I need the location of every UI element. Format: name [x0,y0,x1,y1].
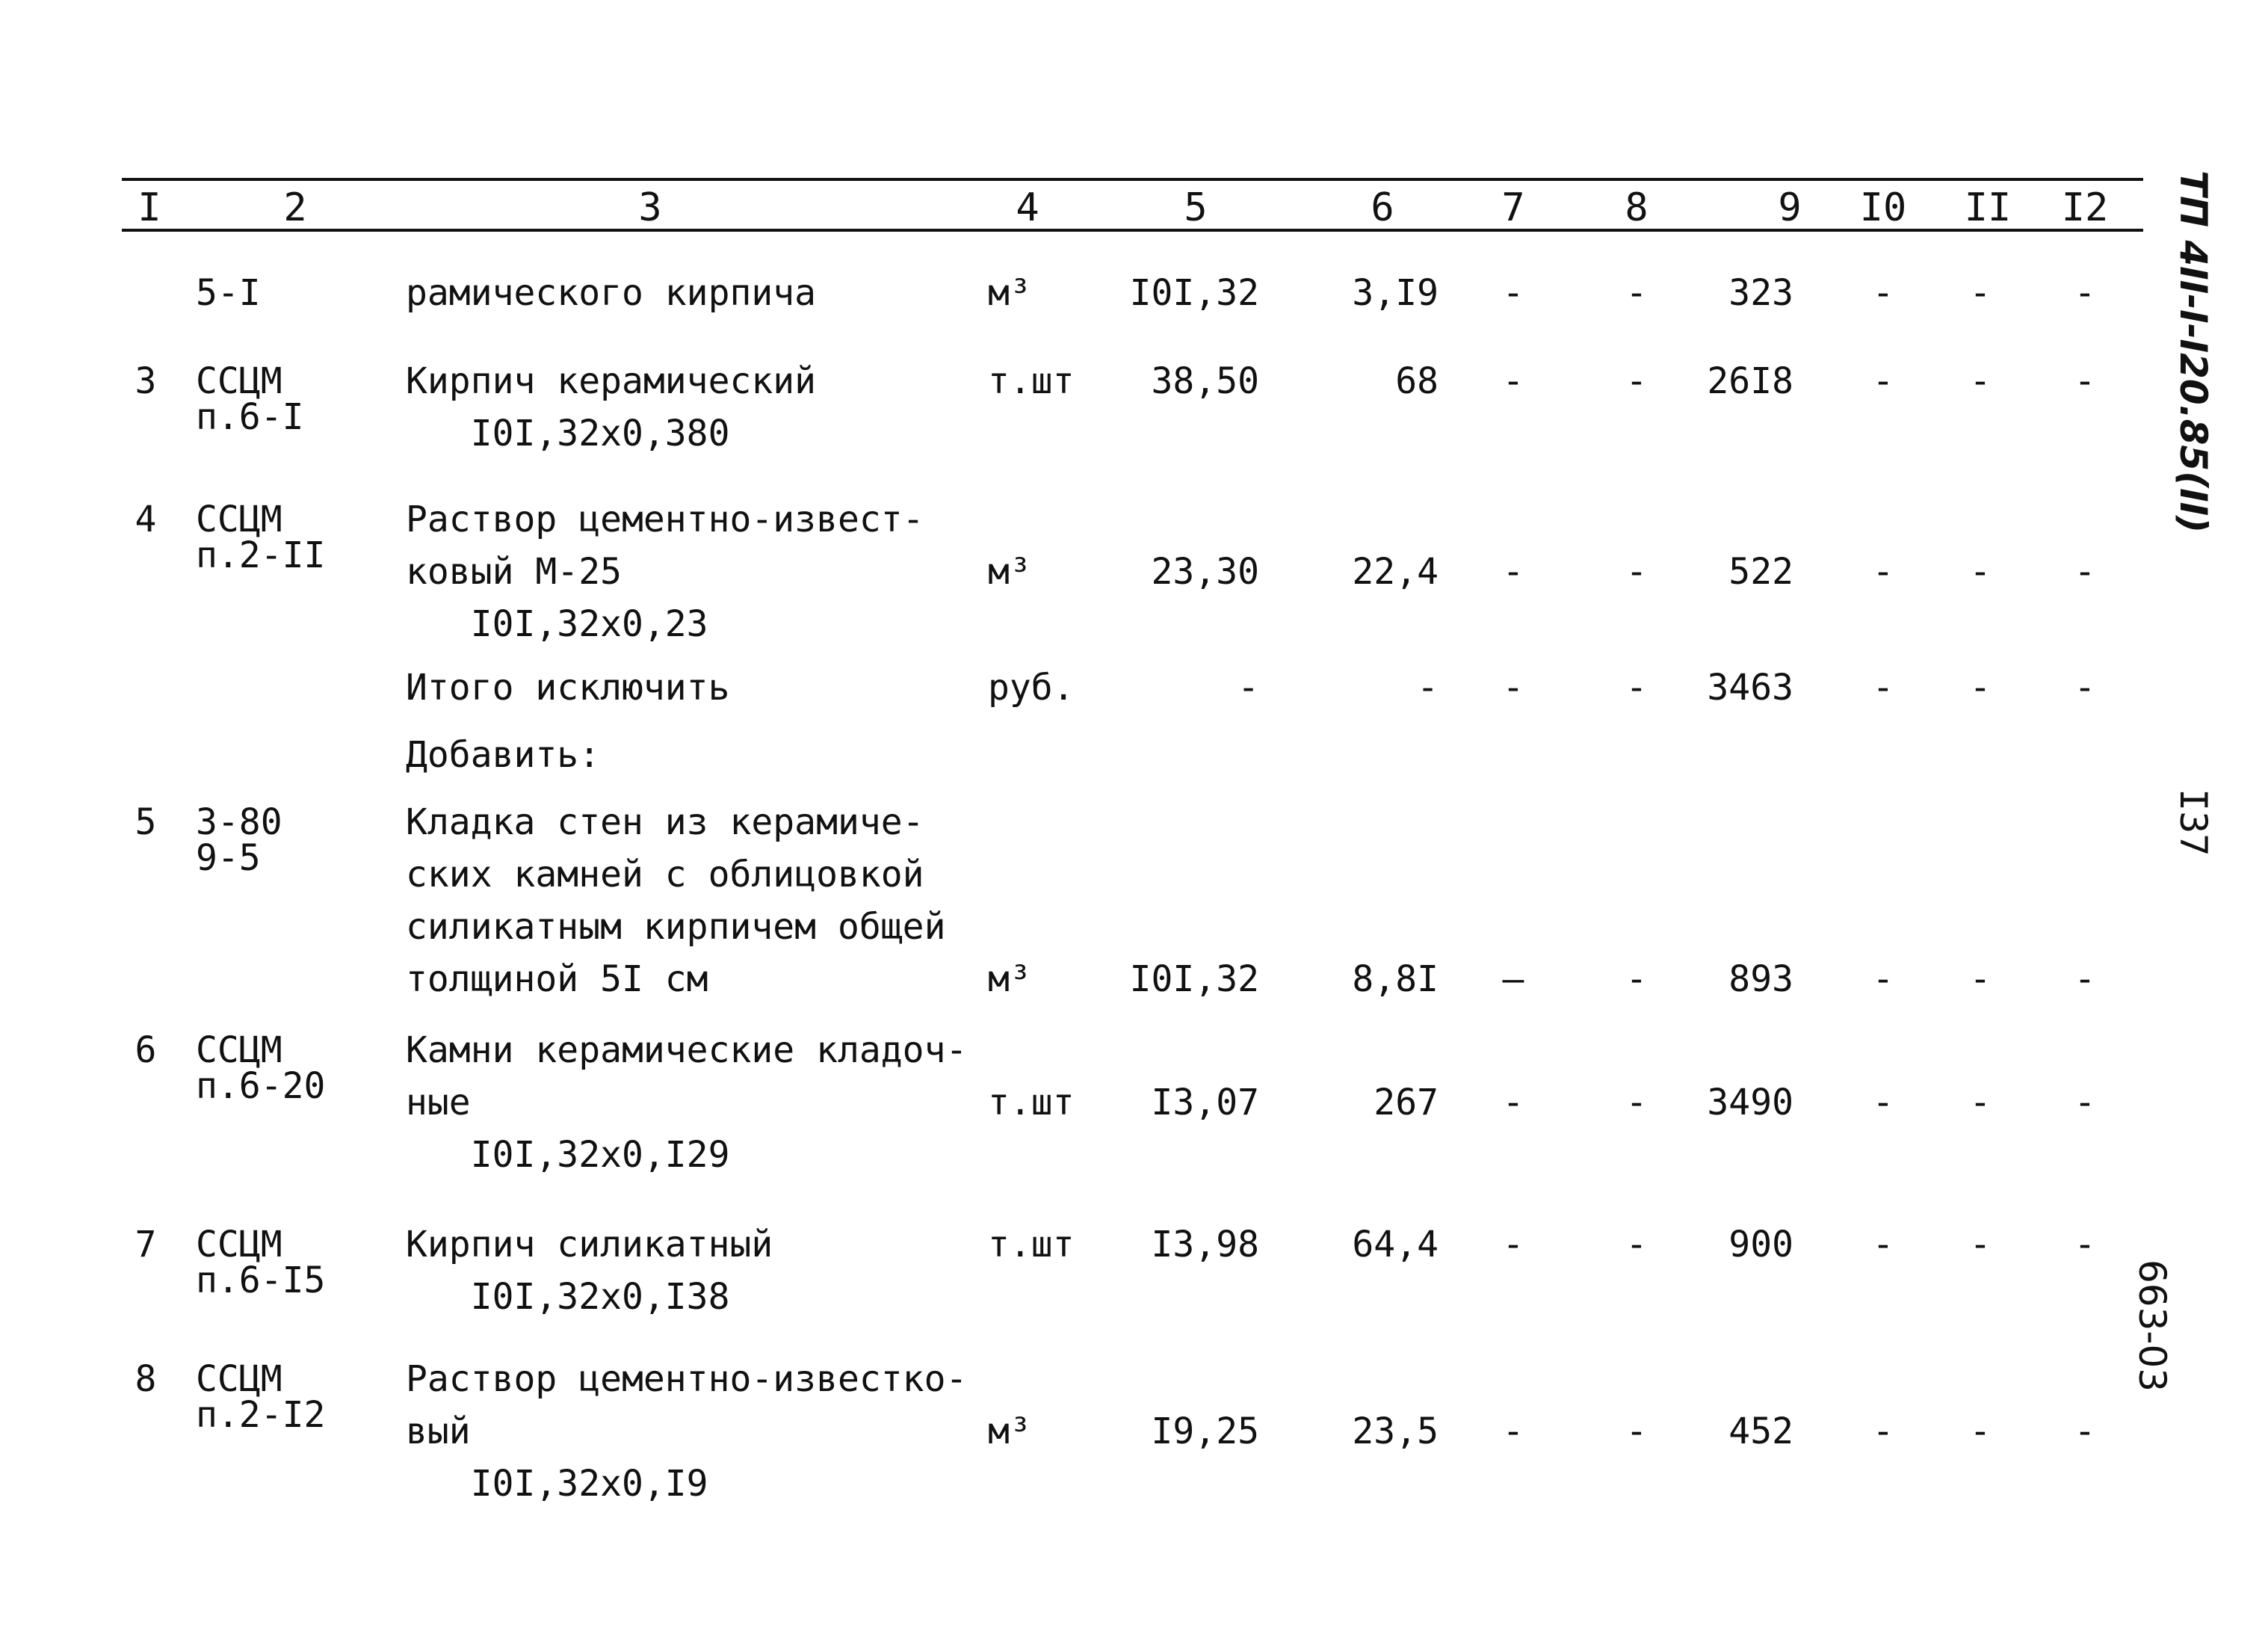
sheet-code-label: 663-03 [2131,1259,2174,1393]
row-cell: 64,4 [1352,1224,1439,1265]
row-cell: - [1502,667,1524,709]
row-cell: - [1237,667,1259,709]
row-cell: - [1502,1224,1524,1265]
row-cell: м³ [988,1410,1031,1452]
row-cell: 900 [1728,1224,1793,1265]
column-header: I2 [2061,185,2109,230]
column-header: 4 [1016,185,1039,230]
row-cell: - [1872,958,1894,1000]
row-description: Кирпич керамический [406,360,817,402]
row-cell: - [1872,1410,1894,1452]
page-number: I37 [2172,789,2215,857]
row-description: ских камней с облицовкой [406,854,924,895]
row-cell: - [2074,958,2096,1000]
row-cell: - [1872,272,1894,314]
row-number: 3 [135,360,157,402]
row-cell: - [1502,360,1524,402]
row-cell: - [2074,1224,2096,1265]
row-description: Камни керамические кладоч- [406,1029,968,1071]
row-description: ковый М-25 [406,551,622,593]
row-description: толщиной 5I см [406,958,708,1000]
row-cell: 8,8I [1352,958,1439,1000]
row-cell: - [1625,1082,1648,1123]
row-description: Добавить: [406,734,601,776]
row-code: 9-5 [196,837,261,879]
column-header: 9 [1778,185,1802,230]
column-header: I [137,185,161,230]
row-cell: т.шт [988,1224,1075,1265]
row-cell: 522 [1728,551,1793,593]
header-top-rule [122,178,2143,181]
row-cell: 267 [1374,1082,1439,1123]
row-cell: - [1969,1082,1992,1123]
row-description: Кирпич силикатный [406,1224,773,1265]
row-cell: - [2074,1410,2096,1452]
row-description: I0I,32х0,I9 [406,1463,708,1505]
row-cell: 68 [1395,360,1439,402]
row-cell: - [2074,272,2096,314]
row-cell: - [1417,667,1439,709]
row-cell: - [1969,551,1992,593]
row-description: I0I,32х0,380 [406,413,730,454]
row-cell: - [1872,1224,1894,1265]
row-number: 8 [135,1358,157,1400]
row-description: вый [406,1410,471,1452]
column-header: 3 [638,185,662,230]
row-description: Кладка стен из керамиче- [406,801,924,843]
row-cell: - [2074,1082,2096,1123]
row-cell: - [1625,1224,1648,1265]
column-header: 2 [283,185,307,230]
row-cell: 3,I9 [1352,272,1439,314]
column-header: II [1964,185,2012,230]
row-cell: - [1969,272,1992,314]
row-cell: - [1502,272,1524,314]
row-code: ССЦМ [196,1358,282,1400]
row-code: п.6-I [196,396,304,438]
row-description: I0I,32х0,I29 [406,1134,730,1176]
row-cell: м³ [988,551,1031,593]
row-cell: - [2074,667,2096,709]
row-number: 7 [135,1224,157,1265]
row-code: п.2-I2 [196,1394,326,1436]
row-cell: - [1625,1410,1648,1452]
row-code: ССЦМ [196,360,282,402]
row-cell: 26I8 [1707,360,1793,402]
row-cell: 452 [1728,1410,1793,1452]
row-code: п.6-20 [196,1065,326,1107]
row-description: I0I,32х0,23 [406,603,708,645]
row-cell: 23,5 [1352,1410,1439,1452]
row-cell: 323 [1728,272,1793,314]
row-cell: I3,98 [1151,1224,1259,1265]
row-cell: 3490 [1707,1082,1793,1123]
row-cell: - [1872,667,1894,709]
row-description: силикатным кирпичем общей [406,906,946,948]
row-cell: м³ [988,958,1031,1000]
row-cell: - [1969,667,1992,709]
row-description: рамического кирпича [406,272,817,314]
row-cell: I0I,32 [1129,958,1259,1000]
row-cell: - [2074,360,2096,402]
row-cell: I0I,32 [1129,272,1259,314]
row-cell: - [1625,667,1648,709]
row-description: I0I,32х0,I38 [406,1276,730,1318]
row-code: п.2-II [196,534,326,576]
row-cell: - [1502,1082,1524,1123]
column-header: 7 [1501,185,1525,230]
row-cell: - [1502,1410,1524,1452]
column-header: 6 [1371,185,1394,230]
document-code-label: ТП 4II-I-I20.85(II) [2172,170,2215,534]
row-cell: - [1625,551,1648,593]
row-cell: - [2074,551,2096,593]
row-cell: руб. [988,667,1075,709]
row-cell: 3463 [1707,667,1793,709]
row-description: Раствор цементно-известко- [406,1358,968,1400]
column-header: I0 [1859,185,1907,230]
row-cell: - [1969,1224,1992,1265]
row-number: 5 [135,801,157,843]
row-description: Итого исключить [406,667,730,709]
row-cell: — [1502,958,1524,1000]
row-cell: - [1625,272,1648,314]
row-number: 6 [135,1029,157,1071]
row-cell: - [1872,360,1894,402]
row-code: 5-I [196,272,261,314]
row-cell: - [1969,958,1992,1000]
row-code: 3-80 [196,801,282,843]
row-cell: 22,4 [1352,551,1439,593]
row-cell: - [1969,360,1992,402]
row-cell: м³ [988,272,1031,314]
row-cell: т.шт [988,360,1075,402]
row-code: ССЦМ [196,1029,282,1071]
row-description: Раствор цементно-извест- [406,499,924,540]
row-code: ССЦМ [196,499,282,540]
row-number: 4 [135,499,157,540]
row-code: п.6-I5 [196,1259,326,1301]
row-cell: I3,07 [1151,1082,1259,1123]
header-bottom-rule [122,229,2143,232]
row-cell: 23,30 [1151,551,1259,593]
row-cell: - [1625,360,1648,402]
row-code: ССЦМ [196,1224,282,1265]
row-cell: т.шт [988,1082,1075,1123]
row-cell: 38,50 [1151,360,1259,402]
row-description: ные [406,1082,471,1123]
column-header: 8 [1625,185,1649,230]
row-cell: - [1872,551,1894,593]
row-cell: I9,25 [1151,1410,1259,1452]
row-cell: - [1872,1082,1894,1123]
column-header: 5 [1184,185,1208,230]
row-cell: - [1969,1410,1992,1452]
row-cell: - [1625,958,1648,1000]
row-cell: - [1502,551,1524,593]
row-cell: 893 [1728,958,1793,1000]
